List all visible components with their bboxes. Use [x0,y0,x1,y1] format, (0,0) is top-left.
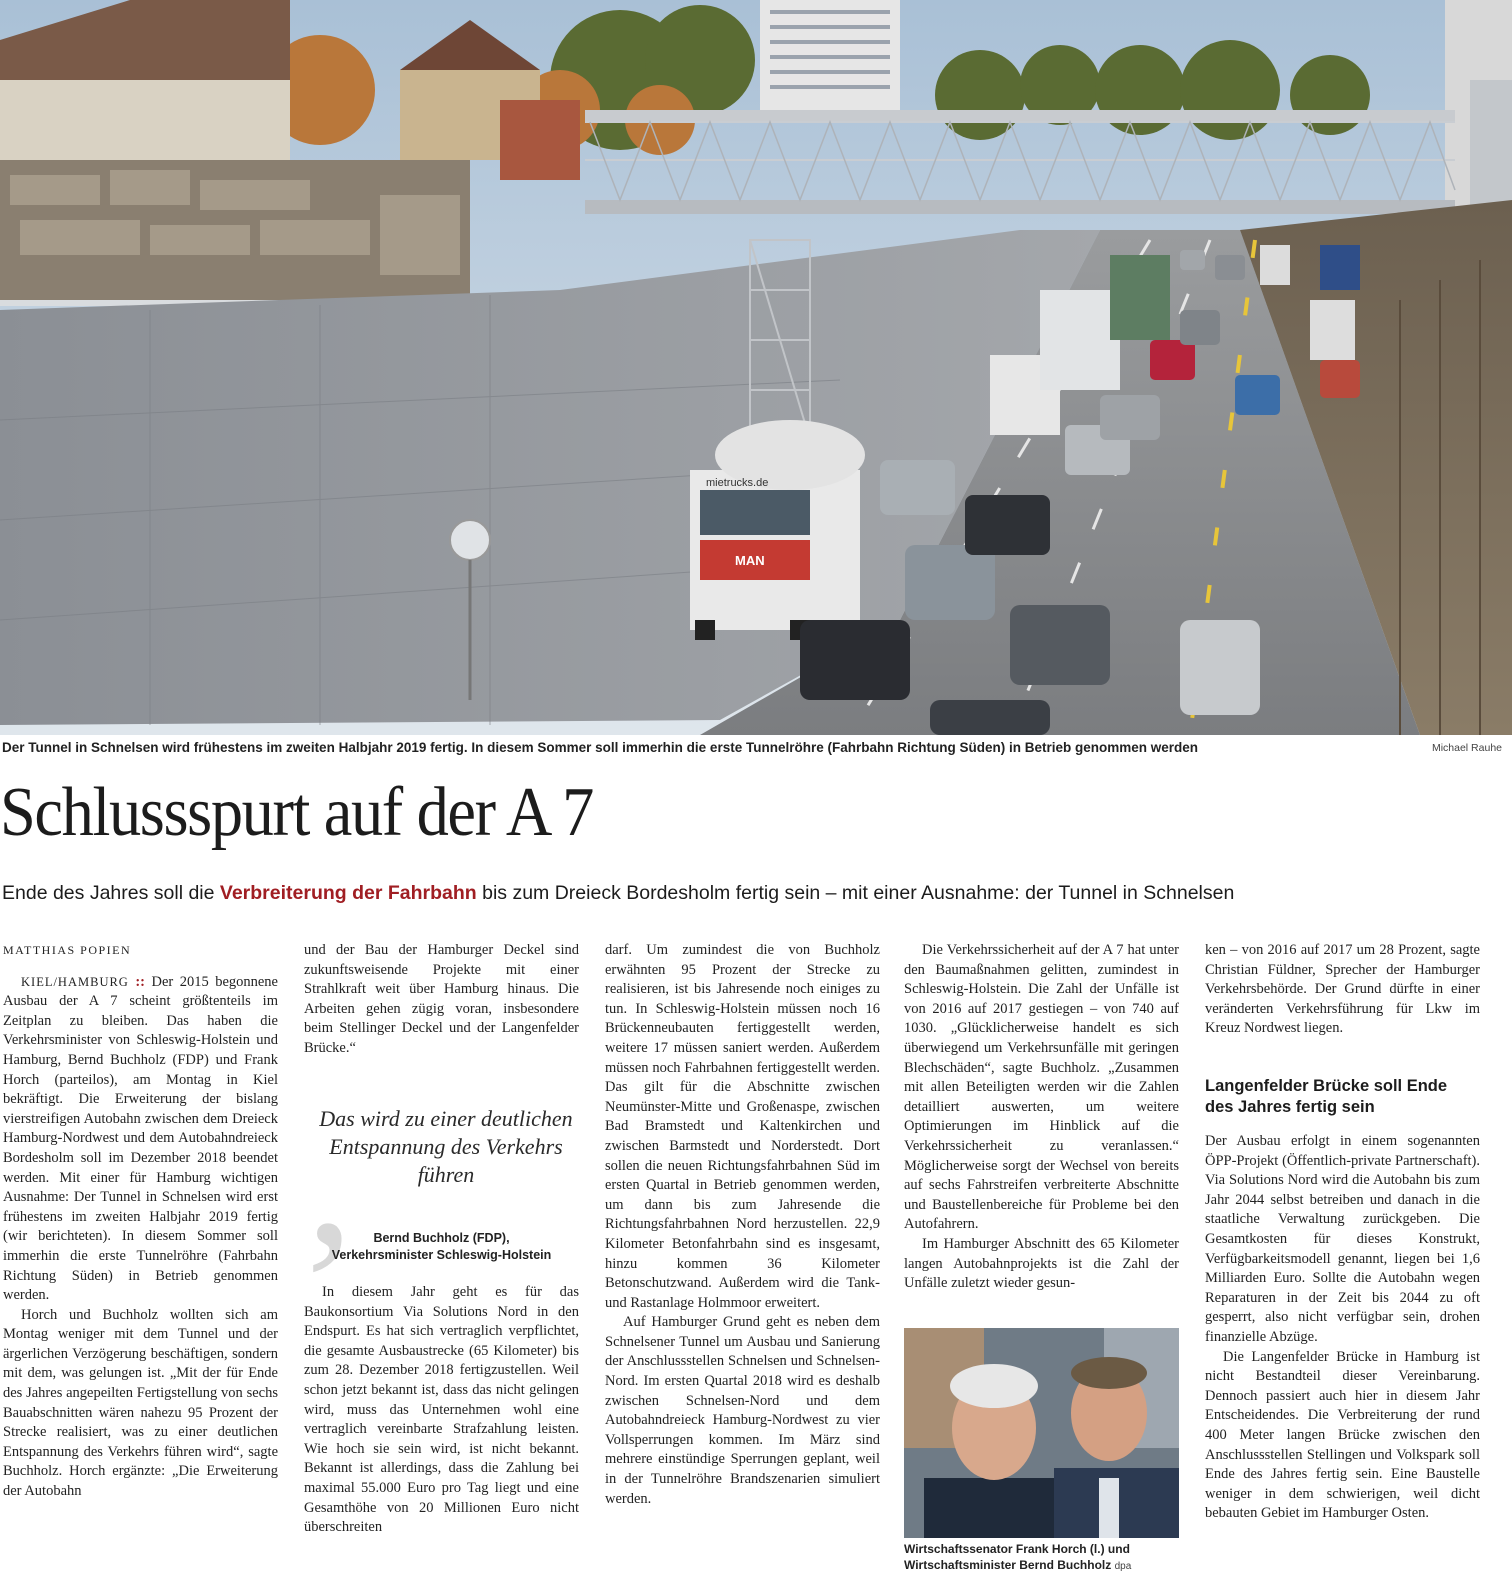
article-column-5-top [1205,941,1480,1039]
subline-text-start: Ende des Jahres soll die [2,882,220,904]
subline-highlight: Verbreiterung der Fahrbahn [219,882,477,904]
dateline-mark: :: [135,973,145,990]
paragraph-text: Der 2015 begonnene Ausbau der A 7 scheint größtenteils im Zeitplan zu bleiben. Das haben die Verkehrsminister von Schleswig-Holstein und Hamburg, Bernd Buchholz (FDP) und Frank Horch (parteilos), am Montag in Kiel bekräftigt. Die Erweiterung der bislang vierstreifigen Autobahn zwischen dem Dreieck Hamburg-Nordwest und dem Autobahndreieck Bordesholm soll im Dezember 2018 beendet werden. Mit einer für Hamburg wichtigen Ausnahme: Der Tunnel in Schnelsen wird erst frühestens im zweiten Halbjahr 2019 fertig (wir berichteten). In diesem Sommer soll immerhin die erste Tunnelröhre (Fahrbahn Richtung Süden) in Betrieb genommen werden. [3,973,278,1304]
portrait-caption-text: Wirtschaftssenator Frank Horch (l.) und Wirtschaftsminister Bernd Buchholz [904,1542,1130,1572]
paragraph: Der Ausbau erfolgt in einem sogenannten ÖPP-Projekt (Öffentlich-private Partnerschaft). Via Solutions Nord wird die Autobahn bis zum Jahr 2044 selbst betreiben und danach in die staatliche Verwaltung zurückgeben. Die Gesamtkosten für dieses Konstrukt, Verfügbarkeitsmodell genannt, liegen bei 1,6 Milliarden Euro. Sollte die Autobahn wegen Reparaturen in der Zeit bis 2044 zu oft gesperrt, also nicht verfügbar sein, drohen finanzielle Abzüge. [1205,1133,1480,1345]
two-men-portrait-illustration [904,1328,1179,1538]
article-column-3 [605,941,880,1509]
paragraph: In diesem Jahr geht es für das Baukonsortium Via Solutions Nord in den Endspurt. Es hat sich vertraglich verpflichtet, die gesamte Ausbaustrecke (65 Kilometer) bis zum 28. Dezember 2018 fertigzustellen. Weil schon jetzt bekannt ist, dass das nicht gelingen wird, muss das Unternehmen wohl eine vertraglich vereinbarte Strafzahlung leisten. Wie hoch sie sein wird, ist nicht bekannt. Bekannt ist allerdings, dass die Zahlung bei maximal 55.000 Euro pro Tag liegt und eine Gesamthöhe von 20 Millionen Euro nicht überschreiten [304,1284,579,1536]
paragraph [3,973,278,1306]
paragraph: ken – von 2016 auf 2017 um 28 Prozent, sagte Christian Füldner, Sprecher der Hamburger Verkehrsbehörde. Der Grund dürfte in einer veränderten Verkehrsführung für Lkw im Kreuz Nordwest liegen. [1205,942,1480,1037]
section-subhead: Langenfelder Brücke soll Ende des Jahres fertig sein [1205,1077,1448,1116]
article-headline: Schlussspurt auf der A 7 [0,774,593,851]
pull-quote-attribution [304,1230,579,1264]
article-column-1 [3,941,278,1502]
pull-quote-text: Das wird zu einer deutlichen Entspannung des Verkehrs führen [319,1106,573,1187]
svg-text:MAN: MAN [735,553,765,568]
portrait-photo [904,1328,1179,1538]
author-byline: MATTHIAS POPIEN [3,943,132,957]
paragraph: Auf Hamburger Grund geht es neben dem Schnelsener Tunnel um Ausbau und Sanierung der Anschlussstellen Schnelsen und Schnelsen-Nord. Im ersten Quartal 2018 wird es deshalb zwischen Schnelsen-Nord und dem Autobahndreieck Hamburg-Nordwest zu vier Vollsperrungen kommen. Im März sind mehrere einstündige Sperrungen geplant, weil in der Tunnelröhre Brandszenarien simuliert werden. [605,1314,880,1507]
article-column-2-body [304,1283,579,1538]
paragraph: Im Hamburger Abschnitt des 65 Kilometer langen Autobahnprojekts ist die Zahl der Unfälle zuletzt wieder gesun- [904,1235,1179,1292]
quote-attribution-name: Bernd Buchholz (FDP), [373,1231,510,1245]
portrait-caption [904,1541,1179,1575]
quote-mark-icon: , [306,1075,354,1285]
paragraph: und der Bau der Hamburger Deckel sind zukunftsweisende Projekte mit einer Strahlkraft weit über Hamburg hinaus. Die Arbeiten gehen zügig voran, insbesondere beim Stellinger Deckel und der Langenfelder Brücke.“ [304,942,579,1056]
article-subline [2,882,1234,905]
paragraph: Die Langenfelder Brücke in Hamburg ist nicht Bestandteil dieser Vereinbarung. Dennoch passiert auch hier in diesem Jahr Entscheidendes. Die Verbreiterung der rund 400 Meter langen Brücke zwischen den Anschlussstellen Stellingen und Volkspark soll Ende des Jahres fertig sein. Eine Baustelle weniger in dem schwierigen, weil dicht bebauten Gebiet im Hamburger Osten. [1205,1348,1480,1522]
subline-text-end: bis zum Dreieck Bordesholm fertig sein – mit einer Ausnahme: der Tunnel in Schnelsen [476,882,1235,904]
photo-caption: Der Tunnel in Schnelsen wird frühestens im zweiten Halbjahr 2019 fertig. In diesem Sommer soll immerhin die erste Tunnelröhre (Fahrbahn Richtung Süden) in Betrieb genommen werden [2,740,1198,755]
article-column-4 [904,941,1179,1294]
article-column-2 [304,941,579,1059]
paragraph: Die Verkehrssicherheit auf der A 7 hat unter den Baumaßnahmen gelitten, zumindest in Schleswig-Holstein. Die Zahl der Unfälle ist von 2016 auf 2017 gestiegen – von 740 auf 1030. „Glücklicherweise handelt es sich überwiegend um Verkehrsunfälle mit geringen Blechschäden“, sagte Buchholz. „Zusammen mit allen Beteiligten werden wir die Zahlen detailliert auswerten, um weitere Optimierungen im Hinblick auf die Verkehrssicherheit zu veranlassen.“ Möglicherweise sorgt der Wechsel von bereits auf sechs Fahrstreifen verbreiterte Abschnitte und Baustellenbereiche für Probleme bei den Autofahrern. [904,942,1179,1233]
article-column-5-body [1205,1132,1480,1524]
quote-attribution-role: Verkehrsminister Schleswig-Holstein [331,1248,552,1262]
portrait-credit: dpa [1114,1561,1132,1572]
pull-quote [304,1075,579,1285]
photo-credit: Michael Rauhe [1431,742,1502,754]
highway-construction-illustration [0,0,1512,735]
hero-photo [0,0,1512,735]
svg-text:mietrucks.de: mietrucks.de [706,477,769,489]
paragraph: Horch und Buchholz wollten sich am Montag weniger mit dem Tunnel und der ärgerlichen Verzögerung beschäftigen, sondern mit dem, was gelungen ist. „Mit der für Ende des Jahres angepeilten Fertigstellung von sechs Bauabschnitten wären nahezu 95 Prozent der Strecke realisiert, was zu einer deutlichen Entspannung des Verkehrs führen wird“, sagte Buchholz. Horch ergänzte: „Die Erweiterung der Autobahn [3,1306,278,1500]
dateline: KIEL/HAMBURG [21,974,129,989]
paragraph: darf. Um zumindest die von Buchholz erwähnten 95 Prozent der Strecke zu realisieren, ist bis Jahresende noch einiges zu tun. In Schleswig-Holstein müssen noch 16 Brückenneubauten fertiggestellt werden, weitere 17 müssen saniert werden. Außerdem müssen noch Fahrbahnen fertiggestellt werden. Das gilt für die Abschnitte zwischen Neumünster-Mitte und Großenaspe, zwischen Bad Bramstedt und Kaltenkirchen und zwischen Barmstedt und Norderstedt. Dort sollen die neuen Richtungsfahrbahnen Süd im ersten Quartal in Betrieb genommen werden, um dann bis zum Jahresende die Richtungsfahrbahnen Nord herzustellen. 22,9 Kilometer Betonfahrbahn sind es insgesamt, hinzu kommen 36 Kilometer Betonschutzwand. Außerdem wird die Tank- und Rastanlage Holmmoor erweitert. [605,942,880,1311]
